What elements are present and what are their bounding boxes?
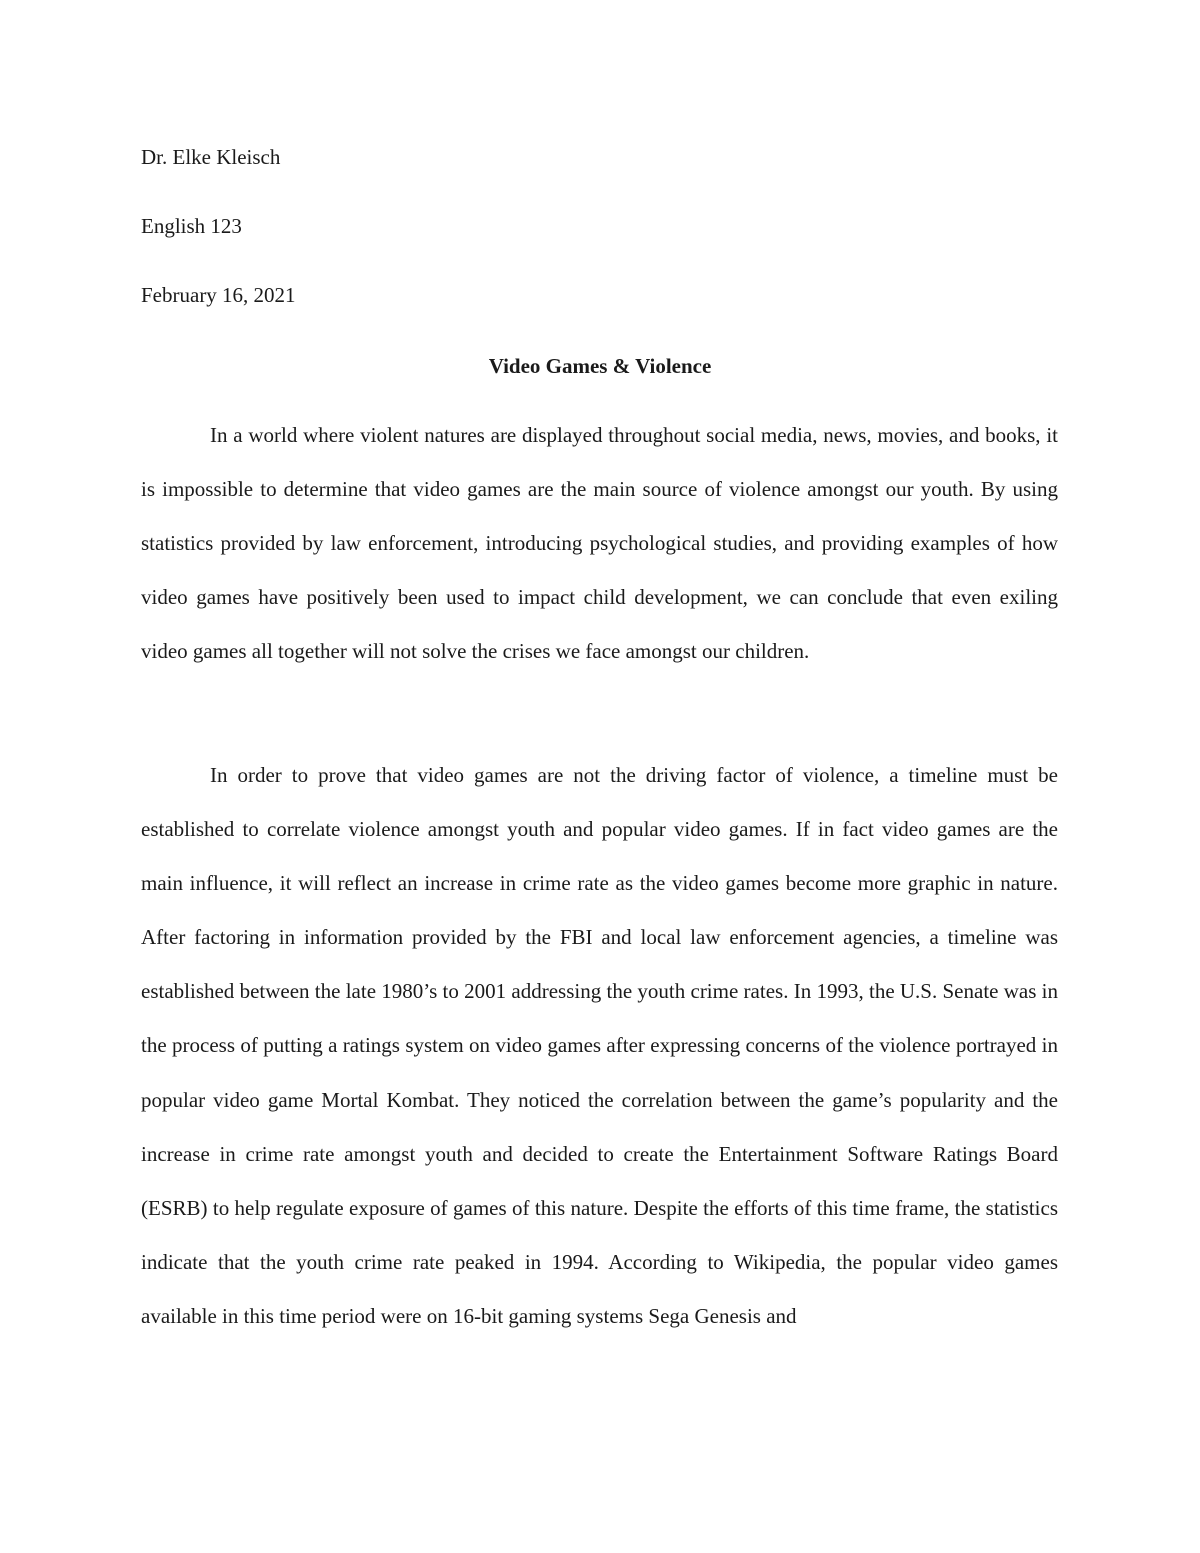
paragraph-timeline: In order to prove that video games are not the driving factor of violence, a timeline must be established to correlate violence amongst youth and popular video games. If in fact video games are the main influence, it will reflect an increase in crime rate as the video games become more graphic in nature. After factoring in information provided by the FBI and local law enforcement agencies, a timeline was established between the late 1980’s to 2001 addressing the youth crime rates. In 1993, the U.S. Senate was in the process of putting a ratings system on video games after expressing concerns of the violence portrayed in popular video game Mortal Kombat. They noticed the correlation between the game’s popularity and the increase in crime rate amongst youth and decided to create the Entertainment Software Ratings Board (ESRB) to help regulate exposure of games of this nature. Despite the efforts of this time frame, the statistics indicate that the youth crime rate peaked in 1994. According to Wikipedia, the popular video games available in this time period were on 16-bit gaming systems Sega Genesis and xyxy=(141,763,1058,1328)
instructor-name: Dr. Elke Kleisch xyxy=(141,145,281,169)
essay-date: February 16, 2021 xyxy=(141,283,296,307)
essay-title: Video Games & Violence xyxy=(488,354,712,378)
paragraph-introduction: In a world where violent natures are displayed throughout social media, news, movies, and books, it is impossible to determine that video games are the main source of violence amongst our youth. By using statistics provided by law enforcement, introducing psychological studies, and providing examples of how video games have positively been used to impact child development, we can conclude that even exiling video games all together will not solve the crises we face amongst our children. xyxy=(141,423,1058,664)
course-name: English 123 xyxy=(141,214,242,238)
